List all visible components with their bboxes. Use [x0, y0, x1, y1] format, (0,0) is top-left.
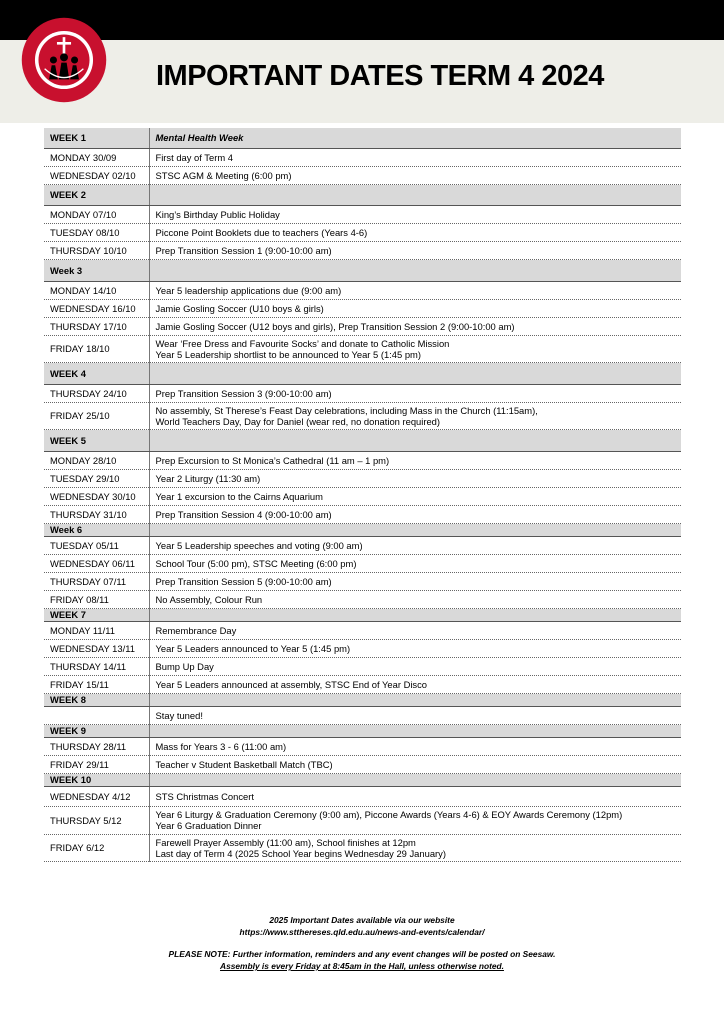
event-line: Jamie Gosling Soccer (U12 boys and girls), Prep Transition Session 2 (9:00-10:00 am) — [155, 320, 515, 332]
event-cell — [149, 241, 681, 259]
table-row — [44, 166, 681, 184]
event-line: Year 5 Leaders announced at assembly, STSC End of Year Disco — [155, 678, 428, 690]
table-row — [44, 834, 681, 861]
week-header-row — [44, 608, 681, 621]
week-header-row — [44, 523, 681, 536]
table-row — [44, 317, 681, 335]
event-cell — [149, 639, 681, 657]
event-line: No assembly, St Therese’s Feast Day celebrations, including Mass in the Church (11:15am), — [155, 404, 538, 416]
date-cell: THURSDAY 14/11 — [44, 657, 149, 675]
event-line: School Tour (5:00 pm), STSC Meeting (6:00 pm) — [155, 557, 357, 569]
date-cell: THURSDAY 28/11 — [44, 737, 149, 755]
event-line: Mass for Years 3 - 6 (11:00 am) — [155, 740, 287, 752]
event-cell — [149, 148, 681, 166]
footer-assembly-note: Assembly is every Friday at 8:45am in the Hall, unless otherwise noted. — [220, 961, 504, 971]
week-theme — [149, 724, 681, 737]
event-cell — [149, 166, 681, 184]
page-title: IMPORTANT DATES TERM 4 2024 — [156, 60, 604, 92]
week-label: Week 3 — [44, 259, 149, 281]
week-header-row — [44, 773, 681, 786]
date-cell: FRIDAY 18/10 — [44, 335, 149, 362]
dates-table — [44, 128, 681, 862]
week-theme — [149, 773, 681, 786]
school-logo — [20, 16, 108, 104]
date-cell: THURSDAY 10/10 — [44, 241, 149, 259]
event-line: Jamie Gosling Soccer (U10 boys & girls) — [155, 302, 324, 314]
event-line: Stay tuned! — [155, 709, 203, 721]
week-header-row — [44, 259, 681, 281]
date-cell: MONDAY 11/11 — [44, 621, 149, 639]
event-cell — [149, 786, 681, 806]
event-cell — [149, 590, 681, 608]
date-cell: TUESDAY 29/10 — [44, 469, 149, 487]
event-line: Bump Up Day — [155, 660, 214, 672]
date-cell: THURSDAY 31/10 — [44, 505, 149, 523]
table-row — [44, 451, 681, 469]
event-line: Prep Transition Session 4 (9:00-10:00 am) — [155, 508, 332, 520]
table-row — [44, 148, 681, 166]
event-cell — [149, 536, 681, 554]
table-row — [44, 487, 681, 505]
table-row — [44, 621, 681, 639]
table-row — [44, 806, 681, 834]
week-header-row — [44, 429, 681, 451]
event-line: Teacher v Student Basketball Match (TBC) — [155, 758, 333, 770]
date-cell: WEDNESDAY 30/10 — [44, 487, 149, 505]
week-theme — [149, 184, 681, 205]
table-row — [44, 786, 681, 806]
table-row — [44, 536, 681, 554]
event-line: Year 6 Graduation Dinner — [155, 820, 262, 831]
event-line: Farewell Prayer Assembly (11:00 am), School finishes at 12pm — [155, 836, 416, 848]
event-cell — [149, 335, 681, 362]
table-row — [44, 706, 681, 724]
event-line: STSC AGM & Meeting (6:00 pm) — [155, 169, 292, 181]
top-bar — [0, 0, 724, 40]
event-line: Year 5 Leadership shortlist to be announced to Year 5 (1:45 pm) — [155, 348, 421, 360]
table-row — [44, 505, 681, 523]
week-theme — [149, 693, 681, 706]
table-row — [44, 281, 681, 299]
week-label: WEEK 10 — [44, 773, 149, 786]
event-cell — [149, 317, 681, 335]
table-row — [44, 469, 681, 487]
date-cell: THURSDAY 24/10 — [44, 384, 149, 402]
table-row — [44, 223, 681, 241]
date-cell: FRIDAY 6/12 — [44, 834, 149, 861]
event-line: Prep Transition Session 1 (9:00-10:00 am) — [155, 244, 332, 256]
date-cell: THURSDAY 17/10 — [44, 317, 149, 335]
event-cell — [149, 223, 681, 241]
date-cell: WEDNESDAY 16/10 — [44, 299, 149, 317]
table-row — [44, 554, 681, 572]
event-cell — [149, 205, 681, 223]
date-cell: THURSDAY 5/12 — [44, 806, 149, 834]
table-row — [44, 675, 681, 693]
table-row — [44, 402, 681, 429]
event-cell — [149, 451, 681, 469]
event-cell — [149, 834, 681, 861]
event-line: King’s Birthday Public Holiday — [155, 208, 280, 220]
week-header-row — [44, 693, 681, 706]
week-header-row — [44, 724, 681, 737]
footer-website-note: 2025 Important Dates available via our website — [269, 915, 455, 925]
event-line: Remembrance Day — [155, 624, 237, 636]
event-line: First day of Term 4 — [155, 151, 233, 163]
table-row — [44, 590, 681, 608]
table-row — [44, 639, 681, 657]
event-line: Prep Excursion to St Monica’s Cathedral (11 am – 1 pm) — [155, 454, 390, 466]
date-cell: FRIDAY 29/11 — [44, 755, 149, 773]
event-cell — [149, 384, 681, 402]
date-cell: WEDNESDAY 02/10 — [44, 166, 149, 184]
date-cell: MONDAY 30/09 — [44, 148, 149, 166]
table-row — [44, 737, 681, 755]
table-row — [44, 241, 681, 259]
footer-website-url[interactable]: https://www.stthereses.qld.edu.au/news-and-events/calendar/ — [239, 927, 485, 937]
footer-notes — [0, 914, 724, 972]
week-header-row — [44, 184, 681, 205]
table-row — [44, 657, 681, 675]
event-line: Year 5 leadership applications due (9:00 am) — [155, 284, 342, 296]
date-cell — [44, 706, 149, 724]
event-line: World Teachers Day, Day for Daniel (wear red, no donation required) — [155, 415, 441, 427]
event-line: Year 1 excursion to the Cairns Aquarium — [155, 490, 323, 502]
date-cell: THURSDAY 07/11 — [44, 572, 149, 590]
event-cell — [149, 737, 681, 755]
week-label: WEEK 2 — [44, 184, 149, 205]
event-line: Piccone Point Booklets due to teachers (Years 4-6) — [155, 226, 368, 238]
week-label: WEEK 4 — [44, 362, 149, 384]
date-cell: MONDAY 28/10 — [44, 451, 149, 469]
date-cell: WEDNESDAY 13/11 — [44, 639, 149, 657]
event-line: STS Christmas Concert — [155, 790, 254, 802]
table-row — [44, 572, 681, 590]
table-row — [44, 755, 681, 773]
date-cell: WEDNESDAY 4/12 — [44, 786, 149, 806]
event-cell — [149, 572, 681, 590]
event-cell — [149, 469, 681, 487]
week-theme — [149, 608, 681, 621]
event-cell — [149, 487, 681, 505]
week-theme: Mental Health Week — [149, 128, 681, 148]
event-cell — [149, 554, 681, 572]
event-cell — [149, 755, 681, 773]
week-label: WEEK 1 — [44, 128, 149, 148]
event-cell — [149, 675, 681, 693]
event-line: Year 2 Liturgy (11:30 am) — [155, 472, 261, 484]
week-label: Week 6 — [44, 523, 149, 536]
event-cell — [149, 806, 681, 834]
event-cell — [149, 402, 681, 429]
week-header-row — [44, 362, 681, 384]
event-line: Wear ‘Free Dress and Favourite Socks’ and donate to Catholic Mission — [155, 337, 450, 349]
event-line: Year 6 Liturgy & Graduation Ceremony (9:00 am), Piccone Awards (Years 4-6) & EOY Awards Ceremony (12pm) — [155, 809, 623, 820]
week-theme — [149, 362, 681, 384]
event-cell — [149, 706, 681, 724]
week-label: WEEK 7 — [44, 608, 149, 621]
event-cell — [149, 281, 681, 299]
event-cell — [149, 505, 681, 523]
table-row — [44, 384, 681, 402]
table-row — [44, 205, 681, 223]
event-cell — [149, 621, 681, 639]
date-cell: MONDAY 14/10 — [44, 281, 149, 299]
event-cell — [149, 299, 681, 317]
week-theme — [149, 523, 681, 536]
footer-seesaw-note: PLEASE NOTE: Further information, reminders and any event changes will be posted on Seesaw. — [168, 949, 556, 959]
date-cell: FRIDAY 25/10 — [44, 402, 149, 429]
event-line: No Assembly, Colour Run — [155, 593, 263, 605]
event-cell — [149, 657, 681, 675]
table-row — [44, 299, 681, 317]
week-label: WEEK 9 — [44, 724, 149, 737]
date-cell: TUESDAY 05/11 — [44, 536, 149, 554]
event-line: Prep Transition Session 5 (9:00-10:00 am) — [155, 575, 332, 587]
event-line: Last day of Term 4 (2025 School Year begins Wednesday 29 January) — [155, 847, 446, 859]
date-cell: FRIDAY 08/11 — [44, 590, 149, 608]
date-cell: FRIDAY 15/11 — [44, 675, 149, 693]
week-theme — [149, 429, 681, 451]
date-cell: TUESDAY 08/10 — [44, 223, 149, 241]
event-line: Year 5 Leaders announced to Year 5 (1:45 pm) — [155, 642, 351, 654]
date-cell: MONDAY 07/10 — [44, 205, 149, 223]
event-line: Year 5 Leadership speeches and voting (9:00 am) — [155, 539, 363, 551]
week-label: WEEK 5 — [44, 429, 149, 451]
week-header-row — [44, 128, 681, 148]
date-cell: WEDNESDAY 06/11 — [44, 554, 149, 572]
table-row — [44, 335, 681, 362]
week-theme — [149, 259, 681, 281]
event-line: Prep Transition Session 3 (9:00-10:00 am) — [155, 387, 332, 399]
week-label: WEEK 8 — [44, 693, 149, 706]
